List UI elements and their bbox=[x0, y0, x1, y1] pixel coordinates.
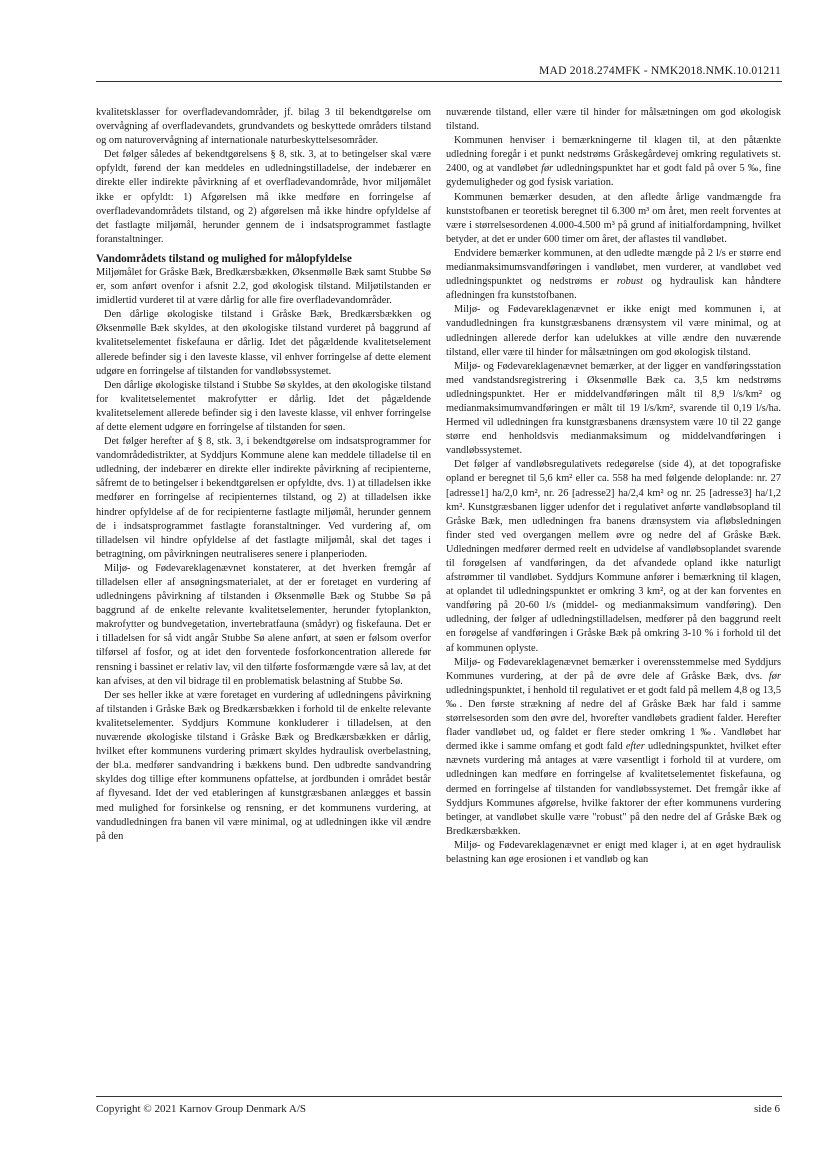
paragraph: Miljø- og Fødevareklagenævnet konstaterer, at det hverken fremgår af tilladelsen eller af ansøgningsmaterialet, at der er foretaget en vurdering af udledningens påvirkning af tilstanden i Øksenmølle Bæk og Stubbe Sø på baggrund af de enkelte relevante kvalitetselementer, herunder fytoplankton, makrofytter og bundvegetation, invertebratfauna (smådyr) og fiskefauna. Det er i tilladelsen for så vidt angår Stubbe Sø alene anført, at søen er følsom overfor tilførsel af fosfor, og at idet den forventede fosforkoncentration allerede før rensning i bassinet er relativ lav, vil den tilførte fosformængde være så lav, at det kan afvises, at den vil bidrage til en problematisk belastning af Stubbe Sø. bbox=[96, 562, 431, 687]
emphasis: efter bbox=[625, 741, 645, 753]
page-number: side 6 bbox=[754, 1103, 780, 1115]
section-heading: Vandområdets tilstand og mulighed for målopfyldelse bbox=[96, 252, 352, 265]
footer-rule bbox=[96, 1096, 782, 1097]
header-rule bbox=[96, 81, 782, 82]
text-run: Endvidere bemærker kommunen, at den udledte mængde på 2 l/s er større end medianmaksimumsvandføringen i vandløbet, men vurderer, at vandløbet ved udledningspunktet og nedstrøms er bbox=[446, 247, 781, 288]
paragraph: Miljø- og Fødevareklagenævnet er ikke enigt med kommunen i, at vandudledningen fra kunstgræsbanens drænsystem vil være minimal, og at udledningen allerede derfor kan udelukkes at ville ændre den nuværende tilstand, eller være til hinder for målsætningen om god økologisk tilstand. bbox=[446, 304, 781, 358]
text-run: Kommunen henviser i bemærkningerne til klagen til, at den påtænkte udledning foregår i et punkt nedstrøms Gråskegårdevej omkring regulativets st. 2400, og at vandløbet bbox=[446, 135, 781, 175]
paragraph: Der ses heller ikke at være foretaget en vurdering af udledningens påvirkning af tilstanden i Gråske Bæk og Bredkærsbækken i forhold til de enkelte relevante kvalitetselementer. Syddjurs Kommune konkluderer i tilladelsen, at den nuværende økologiske tilstand i Gråske Bæk og Bredkærsbækken er dårlig, hvilket efter kommunens vurdering primært skyldes hydraulisk overbelastning, der bl.a. medfører sandvandring i bækkens bund. Den udbredte sandvandring skyldes dog tillige efter kommunens opfattelse, at jordbunden i området består af flyvesand. Idet der ved etableringen af kunstgræsbanen anlægges et bassin med mulighed for forsinkelse og rensning, er det kommunens vurdering, at vandudledningen fra banen vil være minimal, og at udledningen ikke vil ændre på den bbox=[96, 689, 431, 842]
text-run: og hydraulisk kan håndtere afledningen fra kunststofbanen. bbox=[446, 276, 781, 302]
paragraph: Kommunen bemærker desuden, at den afledte årlige vandmængde fra kunststofbanen er teoretisk beregnet til 6.300 m³ om året, men reelt forventes at være i størrelsesordenen 4.000-4.500 m³ på grund af initialfordampning, hvilket betyder, at det er under 600 timer om året, der aflastes til vandløbet. bbox=[446, 191, 781, 245]
emphasis: robust bbox=[616, 276, 643, 288]
right-column bbox=[446, 106, 781, 867]
paragraph: Den dårlige økologiske tilstand i Stubbe Sø skyldes, at den økologiske tilstand for kvalitetselementet makrofytter er dårlig. Idet det pågældende kvalitetselement allerede befinder sig i den laveste klasse, vil enhver forringelse af dette element udgøre en forringelse af tilstanden for søen. bbox=[96, 379, 431, 433]
paragraph: kvalitetsklasser for overfladevandområder, jf. bilag 3 til bekendtgørelse om overvågning af overfladevandets, grundvandets og beskyttede områders tilstand og om naturovervågning af internationale naturbeskyttelsesområder. bbox=[96, 107, 431, 147]
text-run: udledningspunktet, i henhold til regulativet er et godt fald på mellem 4,8 og 13,5 ‰. Den første strækning af nedre del af Gråske Bæk har fald i samme størrelsesorden som den øvre del, hvorefter vandløbets gradient falder. Herefter flader vandløbet ud, og faldet er flere steder omkring 1 ‰. Vandløbet har dermed ikke i samme omfang et godt fald bbox=[446, 684, 781, 753]
paragraph: Miljø- og Fødevareklagenævnet er enigt med klager i, at en øget hydraulisk belastning kan øge erosionen i et vandløb og kan bbox=[446, 839, 781, 865]
paragraph bbox=[446, 247, 781, 303]
text-run: udledningspunktet har et godt fald på over 5 ‰, fine gydemuligheder og god fysisk variation. bbox=[446, 163, 782, 189]
emphasis: før bbox=[541, 163, 554, 175]
paragraph bbox=[446, 134, 781, 190]
paragraph: Det følger herefter af § 8, stk. 3, i bekendtgørelse om indsatsprogrammer for vandområdedistrikter, at Syddjurs Kommune alene kan meddele tilladelse til en udledning, der indebærer en direkte eller indirekte påvirkning af recipienterne, såfremt de to betingelser i bekendtgørelsen er opfyldte, dvs. 1) at tilladelsen ikke medfører en forringelse af recipienternes tilstand, og 2) at tilladelsen ikke hindrer opfyldelse af de for recipienterne fastlagte miljømål, herunder gennem de i indsatsprogrammet fastlagte foranstaltninger. Ved vurdering af, om tilladelsen vil hindre opfyldelse af det fastlagte miljømål, skal det tages i betragtning, om påvirkningen neutraliseres senere i planperioden. bbox=[96, 436, 431, 560]
paragraph: Miljømålet for Gråske Bæk, Bredkærsbækken, Øksenmølle Bæk samt Stubbe Sø er, som anført ovenfor i afsnit 2.2, god økologisk tilstand. Miljøtilstanden er imidlertid vurderet til at være dårlig for alle fire overfladevandområder. bbox=[96, 266, 431, 307]
paragraph: Det følger således af bekendtgørelsens § 8, stk. 3, at to betingelser skal være opfyldt, førend der kan meddeles en udledningstilladelse, der indebærer en direkte eller indirekte påvirkning af et overfladevandområde, hvor miljømålet ikke er opfyldt: 1) Afgørelsen må ikke medføre en forringelse af overfladevandområdets tilstand, og 2) afgørelsen må ikke hindre opfyldelse af det fastlagte miljømål, herunder gennem de i indsatsprogrammet fastlagte foranstaltninger. bbox=[96, 149, 431, 245]
paragraph: Det følger af vandløbsregulativets redegørelse (side 4), at det topografiske opland er beregnet til 5,6 km² eller ca. 558 ha med følgende deloplande: nr. 27 [adresse1] ha/2,0 km², nr. 26 [adresse2] ha/2,4 km² og nr. 25 [adresse3] ha/1,2 km². Kunstgræsbanen ligger udenfor det i regulativet anførte vandløbsopland til Gråske Bæk, men udledningen fra banens drænsystem via afløbsledningen finder sted ved overgangen mellem øvre og nedre del af Gråske Bæk. Udledningen medfører dermed reelt en udvidelse af vandløbsoplandet svarende til forøgelsen af vandføringen, da det afvandede opland ikke naturligt afstrømmer til vandløbet. Syddjurs Kommune anfører i bemærkning til klagen, at oplandet til udledningspunktet er omkring 3 km², og at der kan forventes en vandføring på 20-60 l/s (middel- og medianmaksimum vandføring). Den udledning, der følger af udledningstilladelsen, medfører på den baggrund reelt en forøgelse af vandføringen i Gråske Bæk på omkring 3-10 % i forhold til det af kommunen oplyste. bbox=[446, 459, 781, 654]
paragraph: Miljø- og Fødevareklagenævnet bemærker, at der ligger en vandføringsstation med vandstandsregistrering i Øksenmølle Bæk ca. 3,5 km nedstrøms udledningspunktet. Her er middelvandføringen målt til 8,9 l/s/km² og medianmaksimumvandføringen er målt til 19 l/s/km², svarende til 0,19 l/s/ha. Hermed vil udledningen fra kunstgræsbanens drænsystem være 10 til 22 gange større end henholdsvis medianmaksimum og middelvandføringen i vandløbssystemet. bbox=[446, 360, 781, 457]
left-column bbox=[96, 106, 431, 844]
paragraph: Den dårlige økologiske tilstand i Gråske Bæk, Bredkærsbækken og Øksenmølle Bæk skyldes, at den økologiske tilstand vurderet på baggrund af kvalitetselementet fiskefauna er dårlig. Idet det pågældende kvalitetselement allerede befinder sig i den laveste klasse, vil enhver forringelse af dette element udgøre en forringelse af tilstanden for vandløbssystemet. bbox=[96, 309, 431, 377]
emphasis: før bbox=[768, 670, 781, 682]
document-reference: MAD 2018.274MFK - NMK2018.NMK.10.01211 bbox=[539, 64, 781, 77]
paragraph: nuværende tilstand, eller være til hinder for målsætningen om god økologisk tilstand. bbox=[446, 107, 781, 133]
text-run: udledningspunktet, hvilket efter nævnets vurdering må antages at være væsentligt i forhold til at vurdere, om udledningen kan medføre en forringelse af kvalitetselementet fiskefauna, og dermed en forringelse af tilstanden for vandløbssystemet. Det fremgår ikke af Syddjurs Kommunes afgørelse, hvilke faktorer der efter kommunens vurdering betinger, at vandløbet skulle være "robust" på den nedre del af Gråske Bæk og Bredkærsbækken. bbox=[446, 741, 781, 837]
paragraph bbox=[446, 656, 781, 839]
text-run: Miljø- og Fødevareklagenævnet bemærker i overensstemmelse med Syddjurs Kommunes vurdering, at der på de øvre dele af Gråske Bæk, dvs. bbox=[446, 656, 781, 682]
copyright-notice: Copyright © 2021 Karnov Group Denmark A/S bbox=[96, 1103, 307, 1115]
